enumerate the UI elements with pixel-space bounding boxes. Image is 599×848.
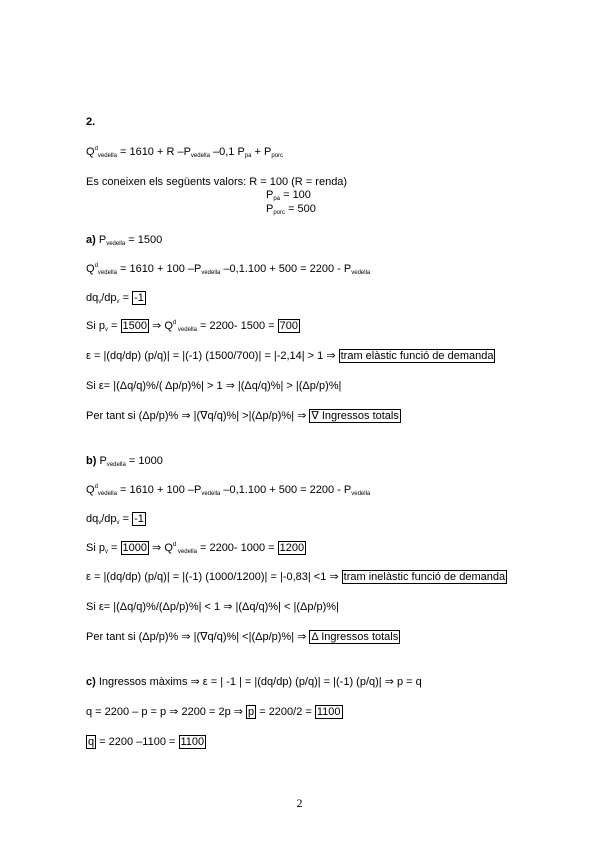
known-values-pporc: $P_{porc} = 500$ [266,203,316,216]
part-a-condition: Si ε= |(Δq/q)%/( Δp/p)%| > 1 ⇒ |(Δq/q)%| > |(Δp/p)%| [86,380,342,392]
part-c-heading: c) Ingressos màxims ⇒ ε = | -1 | = |(dq/dp) (p/q)| = |(-1) (p/q)| ⇒ p = q [86,676,422,688]
part-b-conclusion: Per tant si (Δp/p)% ⇒ |(∇q/q)%| <|(Δp/p)%| ⇒ Δ Ingressos totals [86,631,399,643]
part-c-result: q = 2200 –1100 = 1100 [88,736,205,748]
part-a-demand: $Q^d_{vedella} = 1610 + 100$ $-P_{vedella}$ $-0,1.100 + 500 = 2200 - P_{vedella}$ [86,263,371,276]
part-a-slope: $dq_v/dp_v = -1$ [86,292,144,305]
part-b-slope: $dq_v/dp_v = -1$ [86,513,144,526]
part-a-elasticity: ε = |(dq/dp) (p/q)| = |(-1) (1500/700)| = |-2,14| > 1 ⇒ tram elàstic funció de demanda [86,350,494,362]
part-b-quantity: Si $p_v = 1000$ ⇒ $Q^d$ $_{vedella}$ = 2200- 1000 = 1200 [86,542,305,555]
known-values-r: Es coneixen els següents valors: R = 100 (R = renda) [86,176,348,188]
part-a-conclusion: Per tant si (Δp/p)% ⇒ |(∇q/q)%| >|(Δp/p)%| ⇒ ∇ Ingressos totals [86,410,399,422]
part-b-demand: $Q^d_{vedella} = 1610 + 100$ $-P_{vedella}$ $-0,1.100 + 500 = 2200 - P_{vedella}$ [86,484,371,497]
part-a-quantity: Si $p_v = 1500$ ⇒ $Q^d$ $_{vedella}$ = 2200- 1500 = 700 [86,320,299,333]
part-b-condition: Si ε= |(Δq/q)%/(Δp/p)%| < 1 ⇒ |(Δq/q)%| < |(Δp/p)%| [86,601,339,613]
problem-number: 2. [86,116,96,128]
part-a-heading: a) $P_{vedella} = 1500$ [86,234,163,247]
page-number: 2 [296,796,303,810]
demand-equation: $Q^d_{vedella} = 1610 + R$ $-P_{vedella}$ –0,1 $P_{pa} + P_{porc}$ [86,146,284,159]
known-values-ppa: $P_{pa} = 100$ [266,189,311,202]
part-b-elasticity: ε = |(dq/dp) (p/q)| = |(-1) (1000/1200)| = |-0,83| <1 ⇒ tram inelàstic funció de demanda [86,571,506,583]
part-c-solve: q = 2200 – p = p ⇒ 2200 = 2p ⇒ p = 2200/2 = 1100 [86,706,341,718]
part-b-heading: b) $P_{vedella} = 1000$ [86,455,163,468]
